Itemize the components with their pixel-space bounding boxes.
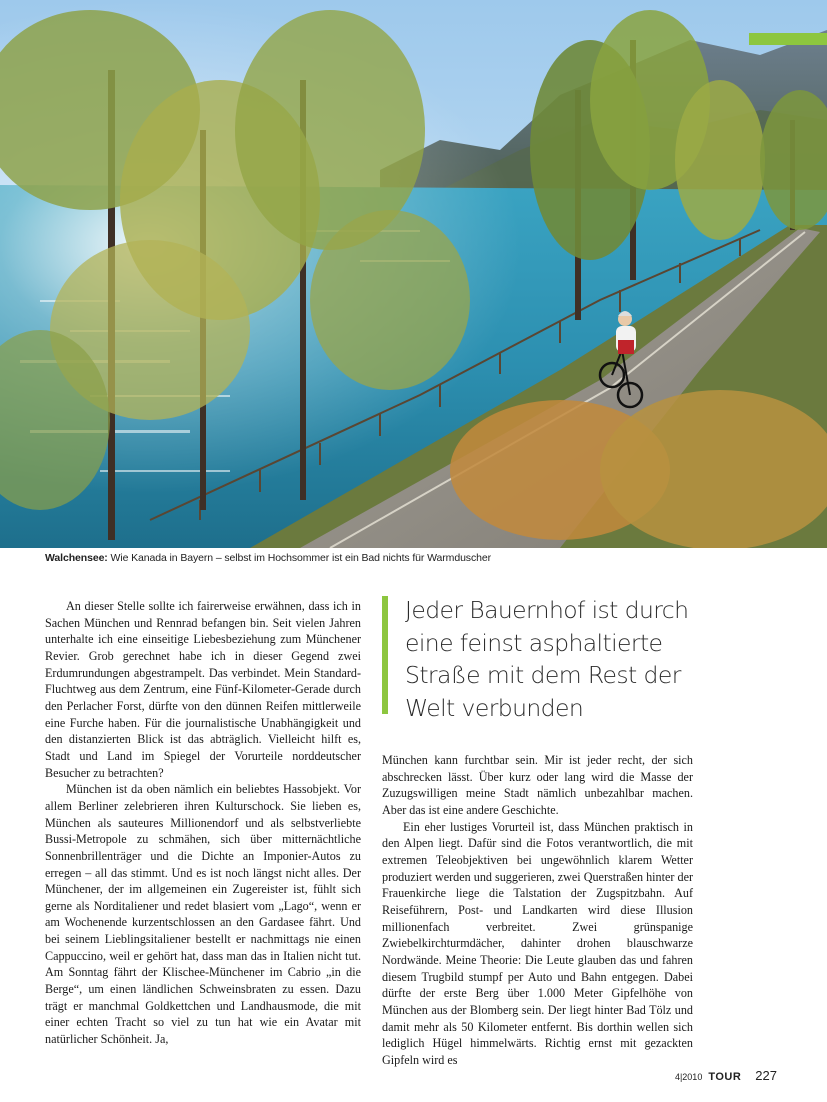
- pull-quote-line: eine feinst asphaltierte: [405, 628, 663, 657]
- pull-quote-line: Jeder Bauernhof ist durch: [405, 596, 689, 624]
- caption-location: Walchensee:: [45, 552, 108, 564]
- pull-quote-text: [405, 594, 702, 724]
- section-accent-bar: [749, 33, 827, 45]
- hero-photo: [0, 0, 827, 548]
- magazine-name: TOUR: [708, 1071, 742, 1083]
- page-folio: [675, 1068, 777, 1083]
- photo-caption: [45, 552, 805, 564]
- article-column-right: [382, 752, 693, 1068]
- issue-number: 4|2010: [674, 1072, 703, 1082]
- caption-text: Wie Kanada in Bayern – selbst im Hochsommer ist ein Bad nichts für Warmduscher: [107, 552, 491, 564]
- body-paragraph: Ein eher lustiges Vorurteil ist, dass München praktisch in den Alpen liegt. Dafür sind die Fotos verantwortlich, die mit extremen Teleobjektiven bei ungewöhnlich klarem Wetter produziert werden und suggerieren, zwei Querstraßen hinter der Frauenkirche liege die Talstation der Zugspitzbahn. Auf Reiseführern, Post- und Landkarten wird diese Illusion millionenfach verbreitet. Zwei grünspanige Zwiebelkirchturmdächer, dahinter drohen blauschwarze Nordwände. Meine Theorie: Die Leute glauben das und fahren diesem Trugbild stumpf per Auto und Bahn entgegen. Dabei dürfte der erste Berg über 1.000 Meter Gipfelhöhe von München aus der Blomberg sein. Der liegt hinter Bad Tölz und damit mehr als 50 Kilometer entfernt. Bis dorthin wellen sich lediglich Hügel himmelwärts. Richtig ernst mit gezackten Gipfeln wird es: [382, 819, 693, 1067]
- pull-quote: [382, 596, 702, 722]
- body-paragraph: München ist da oben nämlich ein beliebtes Hassobjekt. Vor allem Berliner zelebrieren ihren Kulturschock. Sie lieben es, München als sauteures Millionendorf und als selbstverliebte Bussi-Metropole zu schmähen, sich über mitternächtliche Sonnenbrillenträger und die Dichte an Imponier-Autos zu erregen – all das stimmt. Und es ist noch längst nicht alles. Der Münchener, der im allgemeinen ein Zugereister ist, fühlt sich gerne als Norditaliener und redet blasiert vom „Lago“, wenn er am Wochenende kurzentschlossen an den Gardasee fährt. Und bei seinem Lieblingsitaliener bestellt er nachmittags nie einen Cappuccino, weil er gehört hat, dass man das in Italien nicht tut. Am Sonntag fährt der Klischee-Münchener im Cabrio „in die Berge“, um einen ländlichen Schweinsbraten zu essen. Dazu trägt er manchmal Goldkettchen und Landhausmode, die mit einer echten Tracht so viel zu tun hat wie ein Avatar mit natürlicher Schönheit. Ja,: [45, 782, 361, 1047]
- page-number: 227: [755, 1068, 777, 1083]
- body-paragraph: An dieser Stelle sollte ich fairerweise erwähnen, dass ich in Sachen München und Rennrad befangen bin. Seit vielen Jahren unterhalte ich eine einseitige Liebesbeziehung zum Münchener Revier. Grob gerechnet habe ich in dieser Gegend zwei Erdumrundungen abgestrampelt. Das verbindet. Mein Standard-Fluchtweg aus dem Zentrum, eine Fünf-Kilometer-Gerade durch den Perlacher Forst, dürfte von den dünnen Reifen mittlerweile eine Furche haben. Für die journalistische Unabhängigkeit und den distanzierten Blick ist das abträglich. Vielleicht hilft es, Stadt und Land im Spiegel der Vorurteile norddeutscher Besucher zu betrachten?: [45, 599, 361, 780]
- pull-quote-line: Straße mit dem Rest der: [405, 661, 681, 689]
- pull-quote-line: Welt verbunden: [405, 693, 584, 722]
- body-paragraph: München kann furchtbar sein. Mir ist jeder recht, der sich abschrecken lässt. Über kurz oder lang wird die Masse der Zuzugswilligen meine Stadt nämlich unbezahlbar machen. Aber das ist eine andere Geschichte.: [382, 753, 693, 817]
- article-column-left: [45, 598, 361, 1048]
- lake-landscape-illustration: [0, 0, 827, 548]
